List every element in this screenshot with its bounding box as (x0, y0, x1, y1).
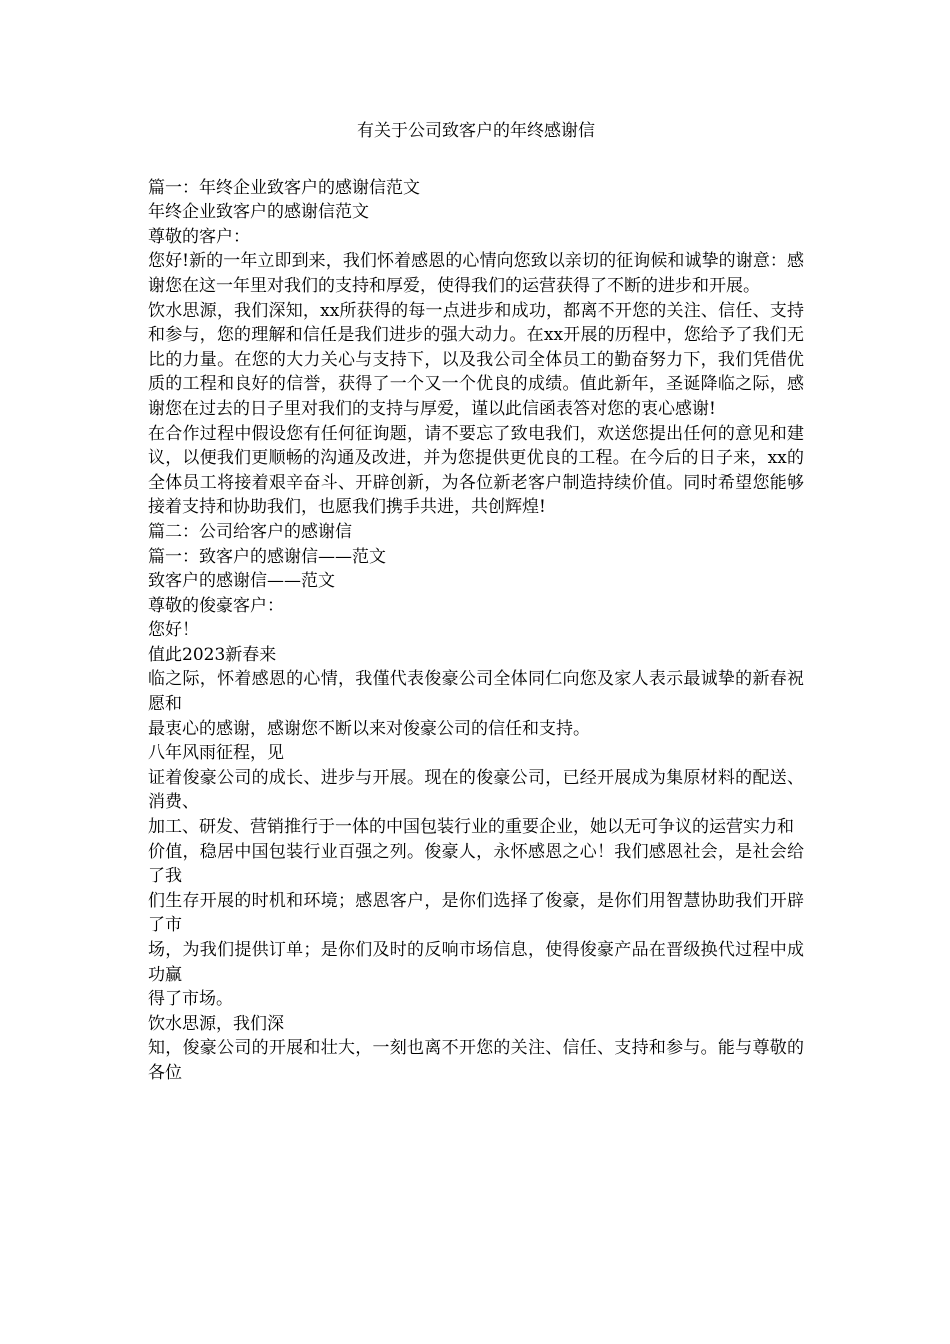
paragraph: 您好!新的一年立即到来，我们怀着感恩的心情向您致以亲切的征询候和诚挚的谢意：感谢您在这一年里对我们的支持和厚爱，使得我们的运营获得了不断的进步和开展。 (148, 251, 804, 296)
paragraph: 八年风雨征程，见 (148, 743, 284, 764)
paragraph: 临之际，怀着感恩的心情，我僅代表俊豪公司全体同仁向您及家人表示最诚挚的新春祝愿和 (148, 669, 804, 715)
paragraph: 得了市场。 (148, 989, 233, 1010)
paragraph: 在合作过程中假设您有任何征询题，请不要忘了致电我们，欢送您提出任何的意见和建议，以便我们更顺畅的沟通及改进，并为您提供更优良的工程。在今后的日子来，xx的全体员工将接着艰辛奋斗、开辟创新，为各位新老客户制造持续价值。同时希望您能够接着支持和协助我们，也愿我们携手共进，共创辉煌! (148, 423, 804, 518)
paragraph: 饮水思源，我们深知，xx所获得的每一点进步和成功，都离不开您的关注、信任、支持和参与，您的理解和信任是我们进步的强大动力。在xx开展的历程中，您给予了我们无比的力量。在您的大力关心与支持下，以及我公司全体员工的勤奋努力下，我们凭借优质的工程和良好的信誉，获得了一个又一个优良的成绩。值此新年，圣诞降临之际，感谢您在过去的日子里对我们的支持与厚爱，谨以此信函表答对您的衷心感谢! (148, 300, 804, 419)
paragraph: 证着俊豪公司的成长、进步与开展。现在的俊豪公司，已经开展成为集原材料的配送、消费、 (148, 767, 804, 813)
paragraph: 知，俊豪公司的开展和壮大，一刻也离不开您的关注、信任、支持和参与。能与尊敬的各位 (148, 1038, 804, 1083)
section-heading-1: 篇一：年终企业致客户的感谢信范文 (148, 177, 420, 198)
section-heading-2: 篇二：公司给客户的感谢信 (148, 521, 352, 542)
salutation-1: 尊敬的客户： (148, 226, 250, 247)
document-page (148, 119, 804, 1086)
paragraph: 价值，稳居中国包装行业百强之列。俊豪人，永怀感恩之心！我们感恩社会，是社会给了我 (148, 841, 804, 887)
subsection-heading: 篇一：致客户的感谢信——范文 (148, 546, 386, 567)
document-title: 有关于公司致客户的年终感谢信 (357, 121, 595, 141)
letter-heading-1: 年终企业致客户的感谢信范文 (148, 202, 369, 223)
document-body (148, 176, 804, 1086)
paragraph: 们生存开展的时机和环境；感恩客户，是你们选择了俊豪，是你们用智慧协助我们开辟了市 (148, 890, 804, 936)
greeting: 您好！ (148, 620, 199, 641)
salutation-2: 尊敬的俊豪客户： (148, 595, 284, 616)
paragraph: 最衷心的感谢，感谢您不断以来对俊豪公司的信任和支持。 (148, 718, 590, 739)
paragraph: 值此2023新春来 (148, 644, 277, 665)
paragraph: 加工、研发、营销推行于一体的中国包装行业的重要企业，她以无可争议的运营实力和 (148, 817, 794, 838)
letter-heading-2: 致客户的感谢信——范文 (148, 571, 335, 592)
paragraph: 场，为我们提供订单；是你们及时的反响市场信息，使得俊豪产品在晋级换代过程中成功赢 (148, 940, 804, 985)
paragraph: 饮水思源，我们深 (148, 1013, 284, 1034)
